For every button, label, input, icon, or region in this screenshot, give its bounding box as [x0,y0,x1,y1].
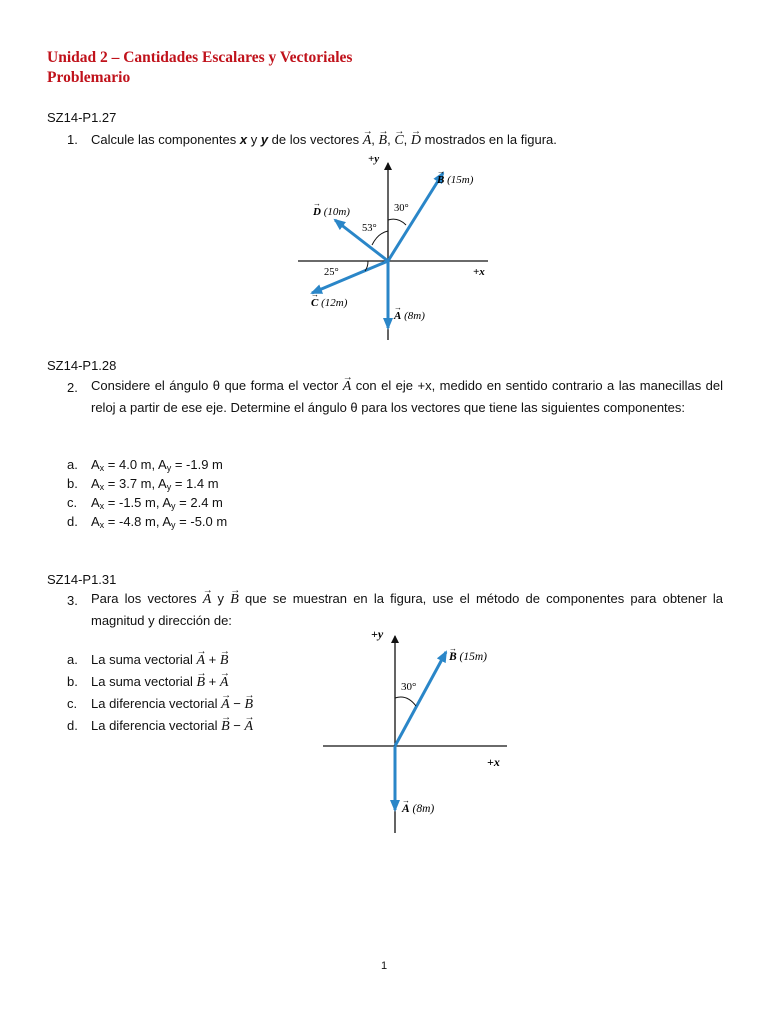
vector-label-b: B (15m) [449,651,488,663]
axis-y-label: +y [368,153,380,165]
list-item: d. La diferencia vectorial → B − → A [91,718,253,735]
vector-symbol: → B [379,133,388,149]
vector-symbol: → A [363,133,372,149]
vector-arrow-mark: → [394,303,402,312]
vector-symbol: → A [343,377,352,398]
problem-statement: Considere el ángulo θ que forma el vector → A con el eje +x, medido en sentido contrario a las manecillas del reloj a partir de ese eje. Determine el ángulo θ para los vectores que tiene las siguientes componentes: [91,376,723,418]
vector-arrow-mark: → [313,199,321,208]
angle-label: 25° [324,267,339,278]
problem-statement: Para los vectores → A y → B que se muestran en la figura, use el método de componentes para obtener la magnitud y dirección de: [91,589,723,631]
page-subtitle: Problemario [47,69,131,86]
vector-arrow-mark: → [311,290,319,299]
problem-code: SZ14-P1.31 [47,572,117,587]
vector-diagram-1 [280,145,510,345]
vector-label-b: B (15m) [437,174,474,186]
vector-label-a: A (8m) [394,310,425,322]
angle-arc-30 [395,697,416,706]
vector-label-c: C (12m) [311,297,348,309]
axis-x-label: +x [473,266,485,278]
vector-arrow-mark: → [449,644,457,653]
list-item: d. $A_x = -4.8$ m, $A_y = -5.0$ m [67,514,228,530]
unit-title: Unidad 2 – Cantidades Escalares y Vectoriales [47,49,353,66]
problem-code: SZ14-P1.27 [47,110,117,125]
vector-symbol: → A [203,590,212,611]
angle-label: 53° [362,223,377,234]
list-item: b. La suma vectorial → B + → A [91,674,228,691]
list-item: c. $A_x = -1.5$ m, $A_y = 2.4$ m [67,495,223,511]
vector-symbol: → B [230,590,239,611]
vector-diagram-2 [315,620,515,840]
angle-label: 30° [394,203,409,214]
vector-arrow-mark: → [402,796,410,805]
vector-label-d: D (10m) [313,206,350,218]
vector-b-arrow [388,173,443,261]
vector-label-a: A (8m) [402,803,435,815]
problem-number: 3. [67,593,78,608]
vector-arrow-mark: → [437,167,445,176]
list-item: c. La diferencia vectorial → A − → B [91,696,253,713]
problem-number: 1. [67,132,78,147]
axis-y-label: +y [371,627,384,641]
list-item: b. $A_x = 3.7$ m, $A_y = 1.4$ m [67,476,219,492]
axis-x-label: +x [487,755,500,769]
problem-number: 2. [67,380,78,395]
list-item: a. $A_x = 4.0$ m, $A_y = -1.9$ m [67,457,223,473]
vector-b-arrow [395,652,446,746]
problem-statement: Calcule las componentes x y y de los vectores → A, → B, → C, → D mostrados en la figura. [91,132,557,149]
list-item: a. La suma vectorial → A + → B [91,652,228,669]
vector-symbol: → C [394,133,403,149]
problem-code: SZ14-P1.28 [47,358,117,373]
angle-arc-30 [388,219,406,225]
angle-label: 30° [401,681,417,693]
page-number: 1 [380,960,388,972]
vector-symbol: → D [411,133,421,149]
